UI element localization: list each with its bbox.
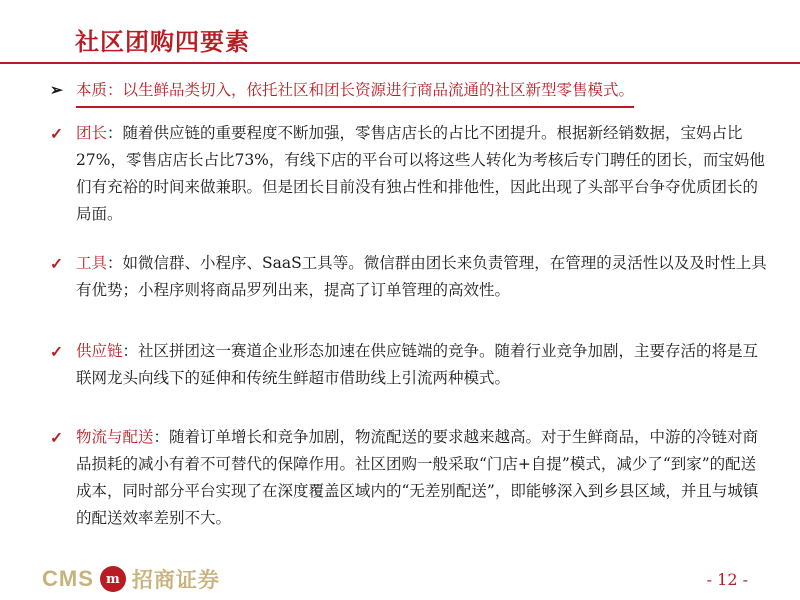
- check-icon: ✓: [50, 124, 63, 143]
- item-leader: [50, 120, 770, 228]
- essence-text: 本质：以生鲜品类切入，依托社区和团长资源进行商品流通的社区新型零售模式。: [76, 76, 634, 108]
- item-text: ：社区拼团这一赛道企业形态加速在供应链端的竞争。随着行业竞争加剧，主要存活的将是互联网龙头向线下的延伸和传统生鲜超市借助线上引流两种模式。: [76, 342, 759, 387]
- check-icon: ✓: [50, 428, 63, 447]
- item-text: ：随着订单增长和竞争加剧，物流配送的要求越来越高。对于生鲜商品，中游的冷链对商品损耗的减小有着不可替代的保障作用。社区团购一般采取“门店+自提”模式，减少了“到家”的配送成本，同时部分平台实现了在深度覆盖区域内的“无差别配送”，即能够深入到乡县区域，并且与城镇的配送效率差别不大。: [76, 428, 759, 527]
- check-icon: ✓: [50, 254, 63, 273]
- title-divider: [0, 62, 800, 64]
- item-tools: [50, 250, 770, 304]
- company-logo: [42, 566, 220, 592]
- logo-company-name: 招商证券: [131, 567, 220, 592]
- page-number: - 12 -: [706, 570, 748, 589]
- logo-badge-icon: m: [100, 566, 126, 592]
- item-text: ：如微信群、小程序、SaaS工具等。微信群由团长来负责管理，在管理的灵活性以及及时性上具有优势；小程序则将商品罗列出来，提高了订单管理的高效性。: [76, 254, 767, 299]
- essence-row: [50, 76, 770, 108]
- item-label: 物流与配送: [76, 428, 154, 446]
- item-label: 工具: [76, 254, 108, 272]
- slide-title: 社区团购四要素: [75, 27, 250, 56]
- logo-cms: CMS: [42, 566, 94, 591]
- item-label: 团长: [76, 124, 108, 142]
- item-text: ：随着供应链的重要程度不断加强，零售店店长的占比不团提升。根据新经销数据，宝妈占比27%，零售店店长占比73%，有线下店的平台可以将这些人转化为考核后专门聘任的团长，而宝妈他们有充裕的时间来做兼职。但是团长目前没有独占性和排他性，因此出现了头部平台争夺优质团长的局面。: [76, 124, 765, 223]
- item-logistics: [50, 424, 770, 532]
- check-icon: ✓: [50, 342, 63, 361]
- item-supply-chain: [50, 338, 770, 392]
- item-label: 供应链: [76, 342, 123, 360]
- arrow-bullet-icon: ➢: [50, 80, 63, 99]
